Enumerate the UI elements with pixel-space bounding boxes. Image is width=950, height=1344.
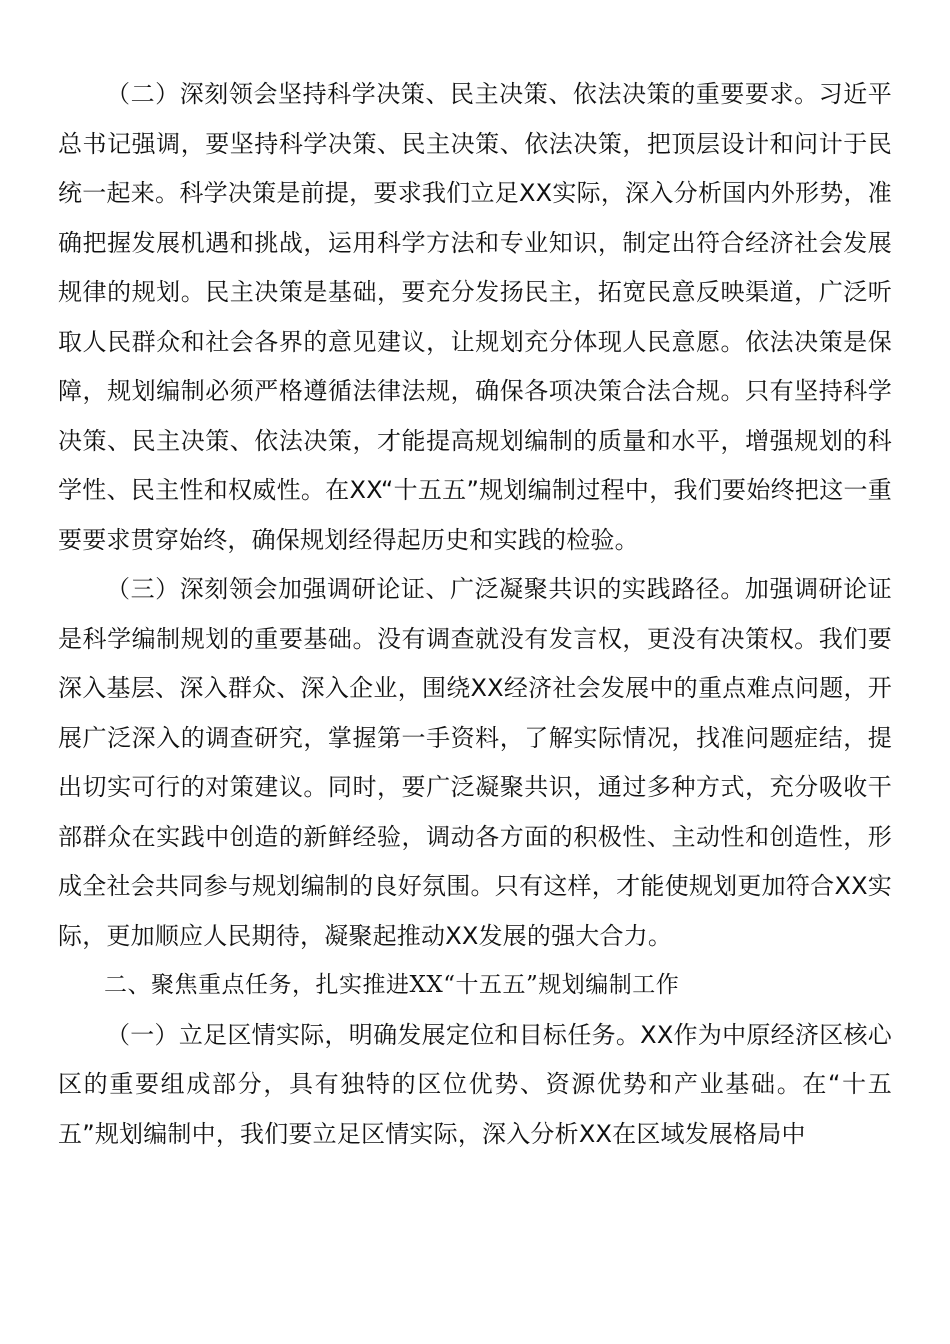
document-page	[58, 70, 892, 1159]
section-heading-key-tasks: 二、聚焦重点任务，扎实推进XX“十五五”规划编制工作	[104, 972, 680, 998]
paragraph-decision-requirements: （二）深刻领会坚持科学决策、民主决策、依法决策的重要要求。习近平总书记强调，要坚持科学决策、民主决策、依法决策，把顶层设计和问计于民统一起来。科学决策是前提，要求我们立足XX实际，深入分析国内外形势，准确把握发展机遇和挑战，运用科学方法和专业知识，制定出符合经济社会发展规律的规划。民主决策是基础，要充分发扬民主，拓宽民意反映渠道，广泛听取人民群众和社会各界的意见建议，让规划充分体现人民意愿。依法决策是保障，规划编制必须严格遵循法律法规，确保各项决策合法合规。只有坚持科学决策、民主决策、依法决策，才能提高规划编制的质量和水平，增强规划的科学性、民主性和权威性。在XX“十五五”规划编制过程中，我们要始终把这一重要要求贯穿始终，确保规划经得起历史和实践的检验。	[58, 80, 892, 554]
paragraph-research-consensus: （三）深刻领会加强调研论证、广泛凝聚共识的实践路径。加强调研论证是科学编制规划的重要基础。没有调查就没有发言权，更没有决策权。我们要深入基层、深入群众、深入企业，围绕XX经济社会发展中的重点难点问题，开展广泛深入的调查研究，掌握第一手资料，了解实际情况，找准问题症结，提出切实可行的对策建议。同时，要广泛凝聚共识，通过多种方式，充分吸收干部群众在实践中创造的新鲜经验，调动各方面的积极性、主动性和创造性，形成全社会共同参与规划编制的良好氛围。只有这样，才能使规划更加符合XX实际，更加顺应人民期待，凝聚起推动XX发展的强大合力。	[58, 575, 892, 950]
paragraph-development-positioning: （一）立足区情实际，明确发展定位和目标任务。XX作为中原经济区核心区的重要组成部分，具有独特的区位优势、资源优势和产业基础。在“十五五”规划编制中，我们要立足区情实际，深入分析XX在区域发展格局中	[58, 1020, 892, 1148]
